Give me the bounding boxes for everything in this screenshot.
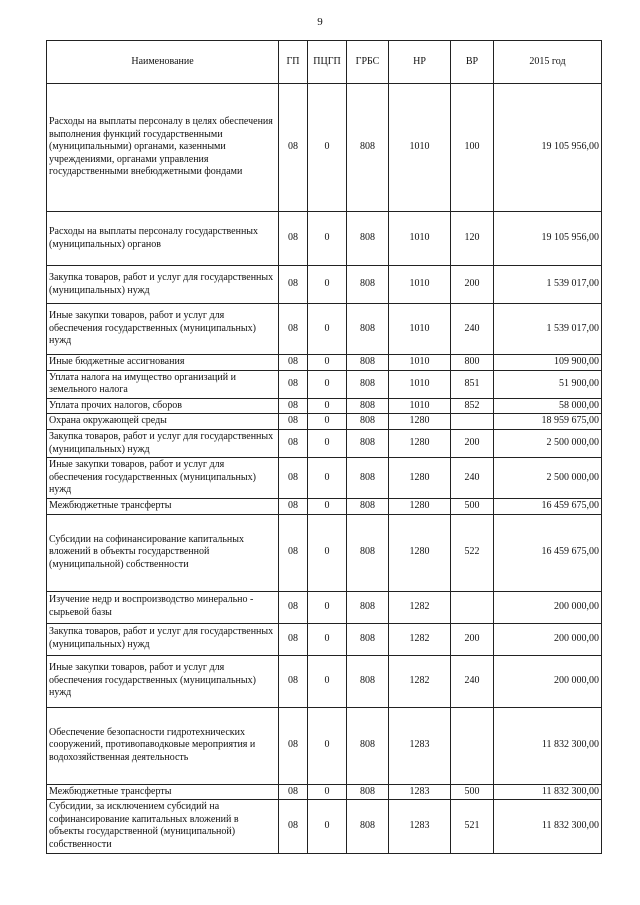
row-amount: 200 000,00	[494, 591, 602, 623]
row-gp: 08	[279, 514, 308, 591]
row-grbs: 808	[347, 655, 389, 707]
row-grbs: 808	[347, 414, 389, 430]
table-row	[47, 623, 602, 655]
table-row	[47, 370, 602, 398]
row-nr: 1283	[389, 707, 451, 784]
row-pcgp: 0	[308, 623, 347, 655]
row-vr: 200	[451, 266, 494, 304]
row-gp: 08	[279, 707, 308, 784]
table-row	[47, 414, 602, 430]
row-name: Иные закупки товаров, работ и услуг для обеспечения государственных (муниципальных) нужд	[47, 304, 279, 355]
row-name: Закупка товаров, работ и услуг для государственных (муниципальных) нужд	[47, 623, 279, 655]
row-gp: 08	[279, 398, 308, 414]
row-gp: 08	[279, 623, 308, 655]
row-pcgp: 0	[308, 784, 347, 800]
row-grbs: 808	[347, 355, 389, 371]
row-nr: 1282	[389, 591, 451, 623]
row-grbs: 808	[347, 370, 389, 398]
row-nr: 1010	[389, 212, 451, 266]
row-name: Изучение недр и воспроизводство минерально - сырьевой базы	[47, 591, 279, 623]
row-pcgp: 0	[308, 84, 347, 212]
row-nr: 1010	[389, 355, 451, 371]
row-name: Межбюджетные трансферты	[47, 784, 279, 800]
row-grbs: 808	[347, 498, 389, 514]
row-pcgp: 0	[308, 304, 347, 355]
row-vr: 100	[451, 84, 494, 212]
table-row	[47, 429, 602, 457]
row-name: Расходы на выплаты персоналу в целях обеспечения выполнения функций государственными (муниципальными) органами, казенными учреждениями, органами управления государственными внебюджетными фондами	[47, 84, 279, 212]
row-vr: 851	[451, 370, 494, 398]
row-pcgp: 0	[308, 429, 347, 457]
row-vr: 200	[451, 429, 494, 457]
row-nr: 1010	[389, 370, 451, 398]
row-nr: 1280	[389, 429, 451, 457]
row-gp: 08	[279, 370, 308, 398]
row-amount: 16 459 675,00	[494, 514, 602, 591]
row-grbs: 808	[347, 266, 389, 304]
row-grbs: 808	[347, 707, 389, 784]
table-row	[47, 266, 602, 304]
row-name: Закупка товаров, работ и услуг для государственных (муниципальных) нужд	[47, 429, 279, 457]
row-vr	[451, 591, 494, 623]
row-pcgp: 0	[308, 655, 347, 707]
row-nr: 1010	[389, 84, 451, 212]
row-vr: 120	[451, 212, 494, 266]
row-gp: 08	[279, 266, 308, 304]
row-nr: 1010	[389, 266, 451, 304]
table-row	[47, 458, 602, 499]
row-name: Обеспечение безопасности гидротехнических сооружений, противопаводковые мероприятия и водохозяйственная деятельность	[47, 707, 279, 784]
row-pcgp: 0	[308, 212, 347, 266]
row-gp: 08	[279, 800, 308, 853]
header-vr: ВР	[451, 41, 494, 84]
row-amount: 200 000,00	[494, 655, 602, 707]
row-vr	[451, 707, 494, 784]
header-gp: ГП	[279, 41, 308, 84]
row-grbs: 808	[347, 591, 389, 623]
row-gp: 08	[279, 591, 308, 623]
row-name: Межбюджетные трансферты	[47, 498, 279, 514]
row-amount: 58 000,00	[494, 398, 602, 414]
row-vr: 521	[451, 800, 494, 853]
row-vr: 240	[451, 304, 494, 355]
row-gp: 08	[279, 655, 308, 707]
row-pcgp: 0	[308, 591, 347, 623]
row-grbs: 808	[347, 800, 389, 853]
table-row	[47, 707, 602, 784]
row-vr: 522	[451, 514, 494, 591]
budget-table	[46, 40, 602, 854]
row-vr: 500	[451, 784, 494, 800]
row-amount: 11 832 300,00	[494, 707, 602, 784]
table-row	[47, 212, 602, 266]
row-nr: 1280	[389, 514, 451, 591]
row-nr: 1280	[389, 414, 451, 430]
row-gp: 08	[279, 355, 308, 371]
row-vr: 800	[451, 355, 494, 371]
row-grbs: 808	[347, 398, 389, 414]
row-gp: 08	[279, 458, 308, 499]
row-nr: 1282	[389, 655, 451, 707]
row-amount: 19 105 956,00	[494, 84, 602, 212]
table-row	[47, 514, 602, 591]
row-nr: 1283	[389, 784, 451, 800]
table-row	[47, 591, 602, 623]
row-nr: 1282	[389, 623, 451, 655]
row-name: Уплата прочих налогов, сборов	[47, 398, 279, 414]
row-amount: 1 539 017,00	[494, 266, 602, 304]
row-gp: 08	[279, 498, 308, 514]
table-row	[47, 784, 602, 800]
row-vr: 500	[451, 498, 494, 514]
row-gp: 08	[279, 414, 308, 430]
row-nr: 1283	[389, 800, 451, 853]
row-amount: 11 832 300,00	[494, 800, 602, 853]
row-amount: 2 500 000,00	[494, 429, 602, 457]
row-amount: 16 459 675,00	[494, 498, 602, 514]
row-amount: 11 832 300,00	[494, 784, 602, 800]
row-amount: 51 900,00	[494, 370, 602, 398]
table-row	[47, 655, 602, 707]
row-pcgp: 0	[308, 800, 347, 853]
row-vr: 852	[451, 398, 494, 414]
row-name: Иные бюджетные ассигнования	[47, 355, 279, 371]
header-name: Наименование	[47, 41, 279, 84]
row-grbs: 808	[347, 429, 389, 457]
row-grbs: 808	[347, 784, 389, 800]
table-row	[47, 498, 602, 514]
table-row	[47, 355, 602, 371]
row-pcgp: 0	[308, 458, 347, 499]
header-pcgp: ПЦГП	[308, 41, 347, 84]
row-name: Охрана окружающей среды	[47, 414, 279, 430]
row-nr: 1280	[389, 498, 451, 514]
row-amount: 2 500 000,00	[494, 458, 602, 499]
row-vr: 200	[451, 623, 494, 655]
row-pcgp: 0	[308, 707, 347, 784]
row-nr: 1280	[389, 458, 451, 499]
header-nr: НР	[389, 41, 451, 84]
table-body	[47, 84, 602, 854]
row-pcgp: 0	[308, 514, 347, 591]
header-grbs: ГРБС	[347, 41, 389, 84]
row-name: Субсидии, за исключением субсидий на софинансирование капитальных вложений в объекты государственной (муниципальной) собственности	[47, 800, 279, 853]
row-pcgp: 0	[308, 266, 347, 304]
row-name: Субсидии на софинансирование капитальных вложений в объекты государственной (муниципальной) собственности	[47, 514, 279, 591]
row-gp: 08	[279, 212, 308, 266]
row-gp: 08	[279, 429, 308, 457]
row-amount: 200 000,00	[494, 623, 602, 655]
row-grbs: 808	[347, 458, 389, 499]
row-name: Расходы на выплаты персоналу государственных (муниципальных) органов	[47, 212, 279, 266]
row-gp: 08	[279, 304, 308, 355]
row-gp: 08	[279, 784, 308, 800]
row-grbs: 808	[347, 84, 389, 212]
row-name: Иные закупки товаров, работ и услуг для обеспечения государственных (муниципальных) нужд	[47, 655, 279, 707]
row-gp: 08	[279, 84, 308, 212]
row-grbs: 808	[347, 304, 389, 355]
row-amount: 19 105 956,00	[494, 212, 602, 266]
row-amount: 1 539 017,00	[494, 304, 602, 355]
row-vr: 240	[451, 655, 494, 707]
table-row	[47, 304, 602, 355]
row-pcgp: 0	[308, 370, 347, 398]
row-amount: 18 959 675,00	[494, 414, 602, 430]
row-grbs: 808	[347, 623, 389, 655]
row-pcgp: 0	[308, 414, 347, 430]
row-grbs: 808	[347, 514, 389, 591]
header-year: 2015 год	[494, 41, 602, 84]
page-number: 9	[317, 16, 323, 28]
row-pcgp: 0	[308, 498, 347, 514]
row-vr	[451, 414, 494, 430]
table-row	[47, 84, 602, 212]
table-row	[47, 800, 602, 853]
row-nr: 1010	[389, 398, 451, 414]
row-name: Уплата налога на имущество организаций и земельного налога	[47, 370, 279, 398]
row-grbs: 808	[347, 212, 389, 266]
header-row	[47, 41, 602, 84]
row-name: Закупка товаров, работ и услуг для государственных (муниципальных) нужд	[47, 266, 279, 304]
table-row	[47, 398, 602, 414]
row-amount: 109 900,00	[494, 355, 602, 371]
row-nr: 1010	[389, 304, 451, 355]
row-name: Иные закупки товаров, работ и услуг для обеспечения государственных (муниципальных) нужд	[47, 458, 279, 499]
row-pcgp: 0	[308, 355, 347, 371]
row-pcgp: 0	[308, 398, 347, 414]
row-vr: 240	[451, 458, 494, 499]
